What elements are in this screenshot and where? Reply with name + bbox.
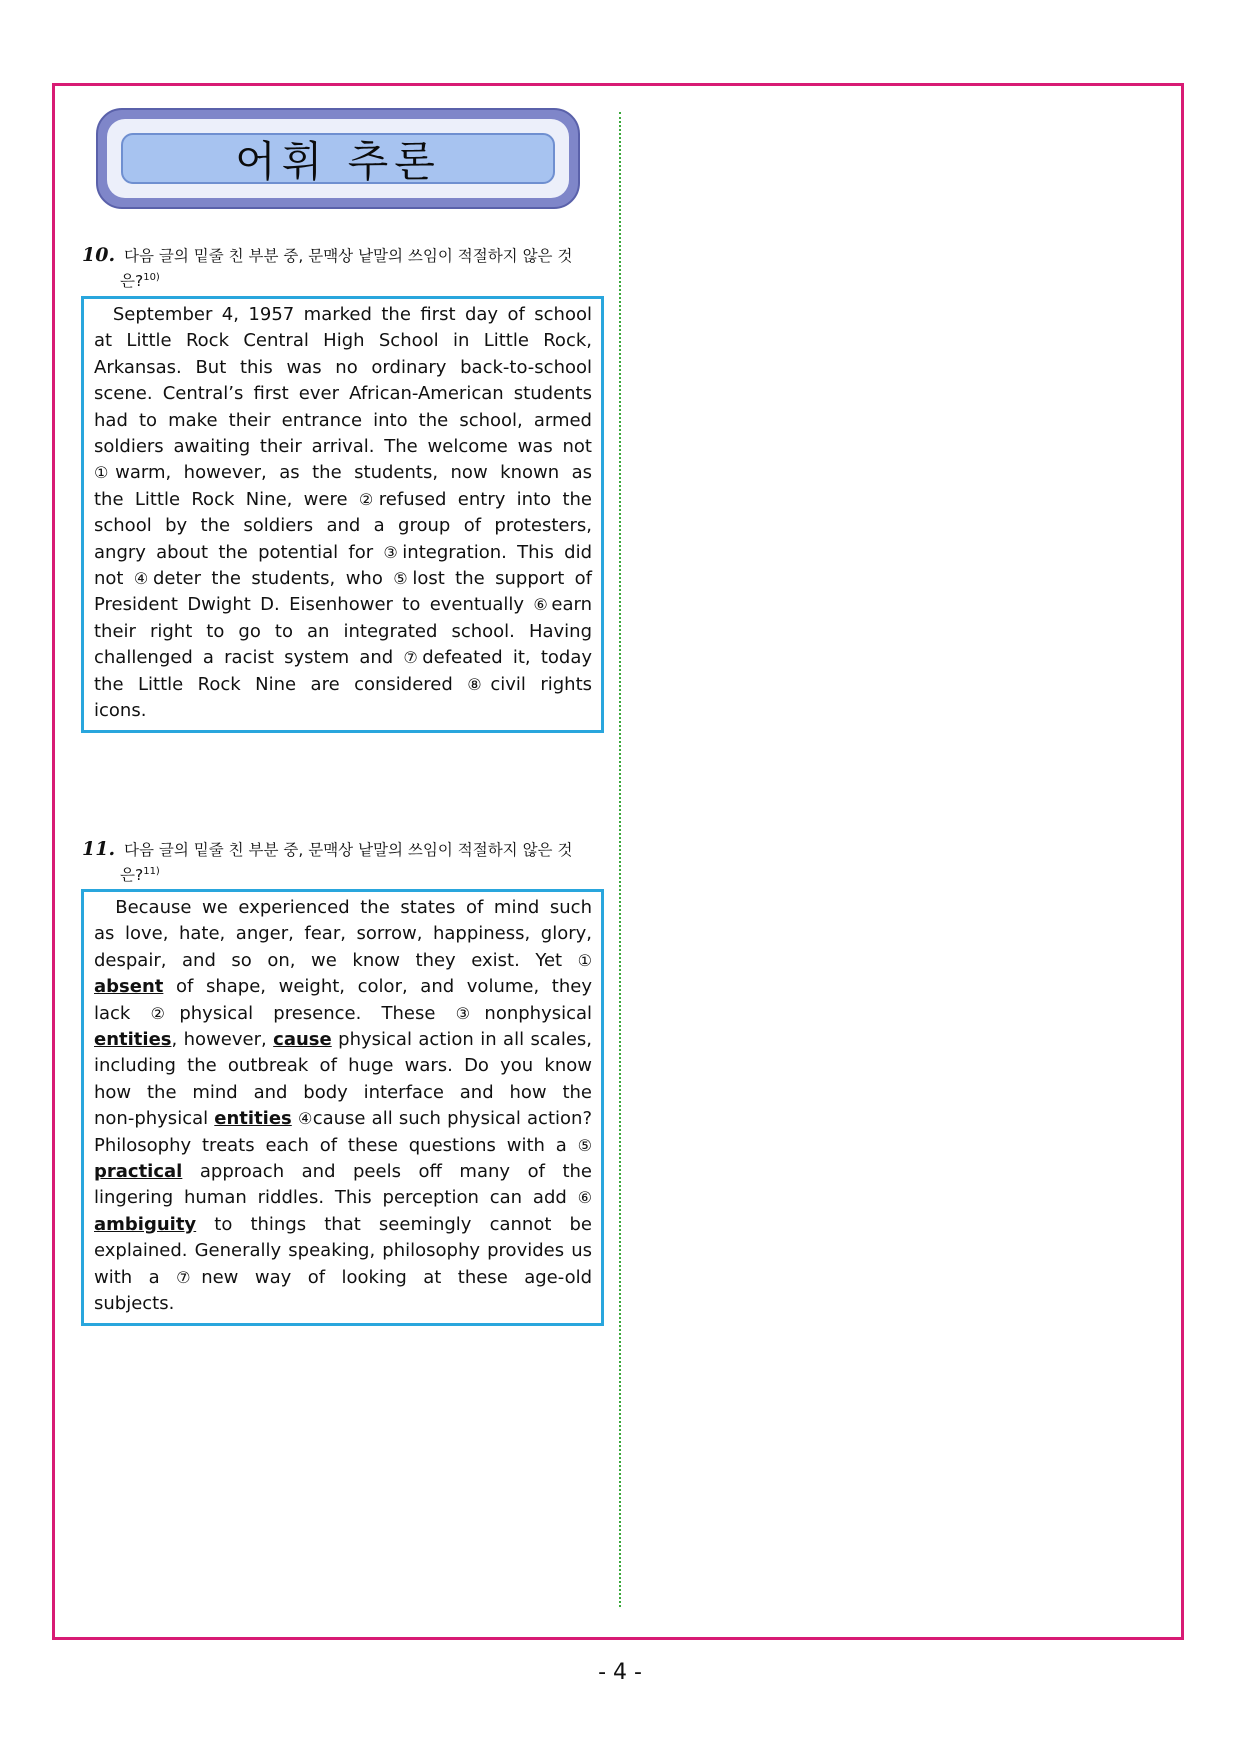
underlined-word: practical [94,1161,183,1183]
question-11-passage [81,889,604,1326]
passage-line: including the outbreak of huge wars. Do you know [94,1055,592,1077]
passage-line: September 4, 1957 marked the first day of school [94,304,592,325]
page-number: - 4 - [598,1660,642,1685]
question-10-passage [81,296,604,733]
choice-marker: ⑥ [533,595,552,615]
choice-marker: ⑤ [393,569,413,589]
choice-marker: ② [358,489,379,509]
column-divider [619,112,621,1607]
question-prompt-cont: 은? [120,272,144,291]
passage-line: icons. [94,700,147,722]
question-number: 10. [82,244,116,266]
passage-line: subjects. [94,1293,175,1315]
underlined-word: cause [273,1029,332,1051]
passage-line: despair, and so on, we know they exist. Yet ① [94,949,592,971]
passage-line: at Little Rock Central High School in Little Rock, [94,330,592,352]
section-banner [96,108,580,209]
passage-line: challenged a racist system and ⑦defeated it, today [94,647,593,669]
footnote-ref: 10) [143,272,160,283]
passage-line: ambiguity to things that seemingly cannot be [94,1213,592,1235]
choice-marker: ③ [455,1003,485,1023]
choice-marker: ⑦ [403,648,423,668]
passage-line: practical approach and peels off many of the [94,1161,592,1183]
passage-line: how the mind and body interface and how the [94,1081,592,1103]
question-prompt: 다음 글의 밑줄 친 부분 중, 문맥상 낱말의 쓰임이 적절하지 않은 것 [124,247,573,265]
choice-marker: ③ [383,542,403,562]
passage-line: the Little Rock Nine, were ②refused entry into the [94,488,593,510]
passage-line: had to make their entrance into the school, armed [94,409,592,431]
passage-line: Because we experienced the states of mind such [94,897,592,918]
underlined-word: ambiguity [94,1213,197,1235]
passage-line: school by the soldiers and a group of protesters, [94,515,592,537]
passage-line: lingering human riddles. This perception can add ⑥ [94,1187,592,1209]
passage-line: lack ②physical presence. These ③nonphysical [94,1002,593,1024]
passage-line: explained. Generally speaking, philosophy provides us [94,1240,592,1262]
choice-marker: ④ [133,569,153,589]
question-prompt: 다음 글의 밑줄 친 부분 중, 문맥상 낱말의 쓰임이 적절하지 않은 것 [124,841,573,859]
question-11-heading [82,838,607,886]
footnote-ref: 11) [143,866,160,877]
passage-line: soldiers awaiting their arrival. The welcome was not [94,436,592,458]
passage-line: their right to go to an integrated school. Having [94,620,592,642]
choice-marker: ① [94,463,116,483]
choice-marker: ④ [297,1109,313,1129]
question-10-heading [82,244,607,292]
passage-line: absent of shape, weight, color, and volume, they [94,976,592,998]
passage-line: with a ⑦new way of looking at these age-old [94,1266,593,1288]
underlined-word: absent [94,976,164,998]
choice-marker: ⑥ [577,1188,592,1208]
passage-line: ①warm, however, as the students, now known as [94,462,593,484]
passage-line: Arkansas. But this was no ordinary back-to-school [94,356,592,378]
question-number: 11. [82,838,116,860]
passage-line: not ④deter the students, who ⑤lost the support of [94,568,593,590]
underlined-word: entities [214,1108,292,1130]
passage-line: President Dwight D. Eisenhower to eventually ⑥earn [94,594,593,616]
choice-marker: ⑦ [176,1267,202,1287]
passage-line: scene. Central’s first ever African-American students [94,383,592,405]
choice-marker: ① [577,950,592,970]
section-title: 어휘 추론 [235,136,441,186]
choice-marker: ⑤ [577,1135,592,1155]
passage-line: entities, however, cause physical action in all scales, [94,1029,592,1051]
passage-line: as love, hate, anger, fear, sorrow, happiness, glory, [94,923,592,945]
choice-marker: ⑧ [467,674,491,694]
passage-line: angry about the potential for ③integration. This did [94,541,592,563]
underlined-word: entities [94,1029,172,1051]
passage-line: non-physical entities ④cause all such physical action? [94,1108,592,1130]
choice-marker: ② [150,1003,180,1023]
passage-line: the Little Rock Nine are considered ⑧civil rights [94,673,592,695]
question-prompt-cont: 은? [120,866,144,885]
passage-line: Philosophy treats each of these questions with a ⑤ [94,1134,592,1156]
